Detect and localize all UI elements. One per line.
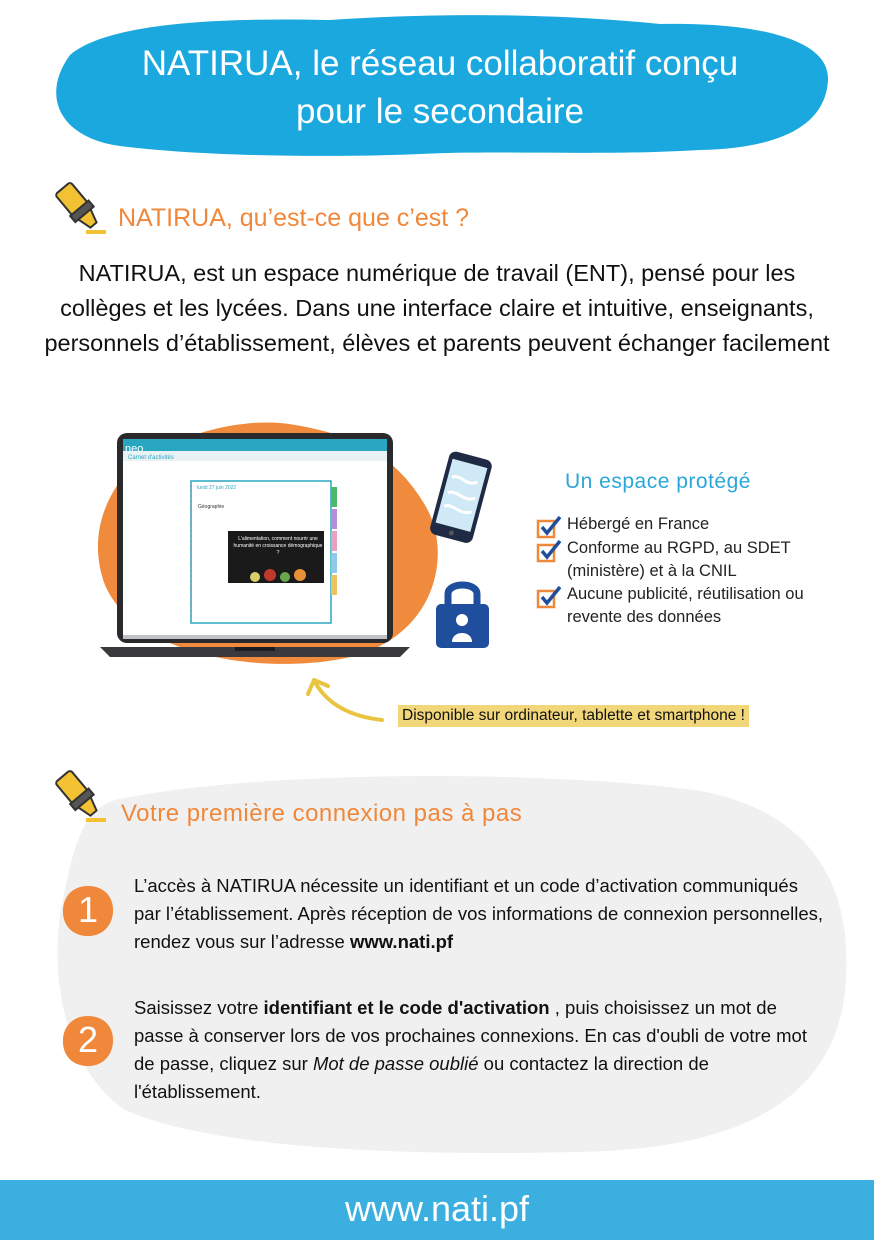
page-title-line1: NATIRUA, le réseau collaboratif conçu (141, 44, 739, 83)
protected-item (536, 513, 836, 537)
intro-heading: NATIRUA, qu’est-ce que c’est ? (118, 204, 470, 232)
step2-text-c: ou contactez la direction de l'établissement. (134, 1053, 709, 1102)
protected-item (536, 583, 836, 629)
step2-text-bold: identifiant et le code d'activation (263, 997, 550, 1018)
highlighter-icon (52, 766, 108, 828)
screen-video-title: L'alimentation, comment nourrir une humanité en croissance démographique ? (233, 536, 323, 556)
screen-date: lundi 27 juin 2022 (197, 485, 237, 491)
step1-text (134, 872, 824, 956)
curved-arrow-icon (300, 672, 390, 727)
screen-subject: Géographie (198, 504, 225, 510)
protected-item-label: Hébergé en France (567, 515, 710, 533)
checkbox-check-icon (536, 585, 562, 609)
step2-text-a: Saisissez votre (134, 997, 264, 1018)
page-title (90, 40, 790, 136)
step2-number: 2 (77, 1019, 99, 1060)
steps-heading: Votre première connexion pas à pas (121, 800, 523, 827)
protected-item-label: Aucune publicité, réutilisation ou revente des données (567, 585, 804, 626)
footer-url-link[interactable]: www.nati.pf (344, 1188, 530, 1229)
protected-item-label: Conforme au RGPD, au SDET (ministère) et à la CNIL (567, 539, 791, 580)
step1-number: 1 (77, 889, 99, 930)
checkbox-check-icon (536, 515, 562, 539)
screen-logo: neo (125, 443, 144, 455)
step2-text-b: , puis choisissez un mot de passe à conserver lors de vos prochaines connexions. En cas d'oubli de votre mot de passe, cliquez sur (134, 997, 807, 1074)
tablet-icon (425, 450, 495, 545)
protected-heading: Un espace protégé (565, 470, 751, 493)
footer-bar (0, 1180, 874, 1240)
availability-text: Disponible sur ordinateur, tablette et smartphone ! (402, 707, 745, 724)
availability-highlight (398, 705, 749, 727)
step1-text-body: L’accès à NATIRUA nécessite un identifiant et un code d’activation communiqués par l’établissement. Après réception de vos informations de connexion personnelles, rendez vous sur l’adresse (134, 875, 824, 952)
step2-text (134, 994, 814, 1106)
page-title-line2: pour le secondaire (296, 92, 584, 131)
forgot-password-text: Mot de passe oublié (312, 1053, 479, 1074)
protected-item (536, 537, 836, 583)
lock-icon (430, 572, 495, 650)
highlighter-icon (52, 178, 108, 240)
screen-section: Carnet d'activités (128, 455, 174, 461)
step1-link[interactable]: www.nati.pf (349, 931, 454, 952)
intro-text: NATIRUA, est un espace numérique de travail (ENT), pensé pour les collèges et les lycées. Dans une interface claire et intuitive, enseignants, personnels d’établissement, élèves et parents peuvent échanger facilement (44, 260, 830, 356)
checkbox-check-icon (536, 539, 562, 563)
